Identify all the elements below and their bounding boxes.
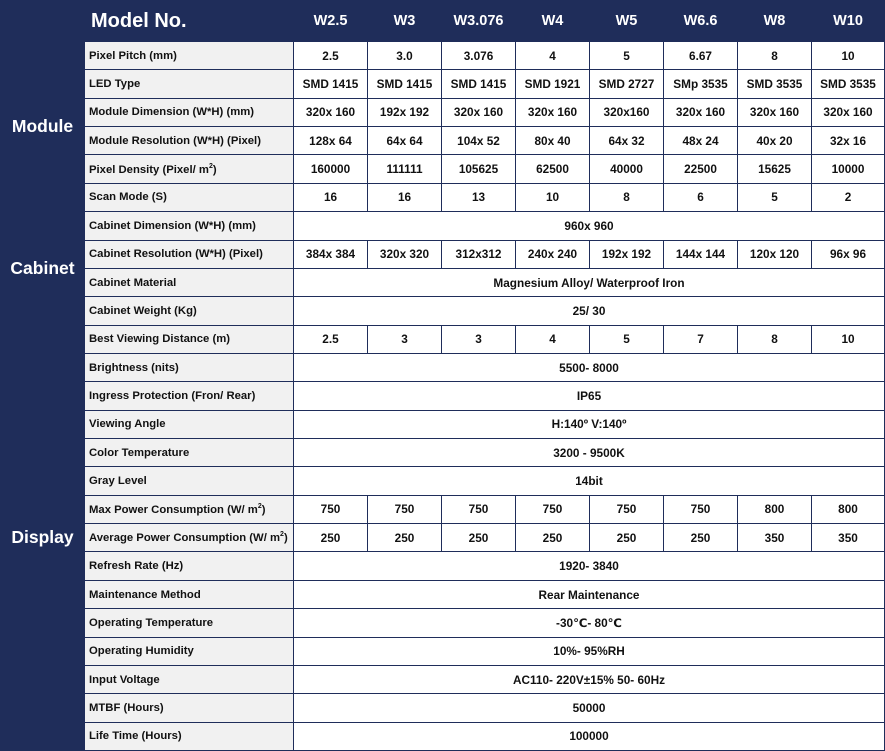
value-cell: 320x 160 (812, 98, 885, 126)
value-cell: 8 (738, 42, 812, 70)
row-label: Life Time (Hours) (85, 722, 294, 750)
value-cell: 5 (738, 183, 812, 211)
row-label: Viewing Angle (85, 410, 294, 438)
value-cell: 105625 (442, 155, 516, 183)
row-label: Maintenance Method (85, 580, 294, 608)
section-label-module: Module (1, 42, 85, 212)
table-row (1, 183, 885, 211)
value-cell: 6 (664, 183, 738, 211)
value-cell: 5 (590, 325, 664, 353)
model-header: W3 (368, 1, 442, 42)
value-cell: 6.67 (664, 42, 738, 70)
value-cell: 80x 40 (516, 127, 590, 155)
row-label: Module Dimension (W*H) (mm) (85, 98, 294, 126)
merged-value-cell: H:140º V:140º (294, 410, 885, 438)
row-label: Pixel Density (Pixel/ $m^2$) (85, 155, 294, 183)
row-label: Ingress Protection (Fron/ Rear) (85, 382, 294, 410)
merged-value-cell: Rear Maintenance (294, 580, 885, 608)
row-label: Color Temperature (85, 439, 294, 467)
table-row (1, 609, 885, 637)
value-cell: 750 (294, 495, 368, 523)
table-row (1, 325, 885, 353)
table-row (1, 722, 885, 750)
value-cell: SMD 2727 (590, 70, 664, 98)
value-cell: 192x 192 (590, 240, 664, 268)
value-cell: 104x 52 (442, 127, 516, 155)
table-row (1, 297, 885, 325)
value-cell: 384x 384 (294, 240, 368, 268)
table-row (1, 580, 885, 608)
value-cell: 160000 (294, 155, 368, 183)
value-cell: 10 (812, 325, 885, 353)
value-cell: 320x 160 (664, 98, 738, 126)
value-cell: 62500 (516, 155, 590, 183)
value-cell: 8 (590, 183, 664, 211)
value-cell: 16 (294, 183, 368, 211)
value-cell: 144x 144 (664, 240, 738, 268)
value-cell: 750 (664, 495, 738, 523)
value-cell: SMD 3535 (738, 70, 812, 98)
row-label: MTBF (Hours) (85, 694, 294, 722)
table-row (1, 98, 885, 126)
value-cell: 750 (516, 495, 590, 523)
row-label: Cabinet Weight (Kg) (85, 297, 294, 325)
row-label: Module Resolution (W*H) (Pixel) (85, 127, 294, 155)
value-cell: 8 (738, 325, 812, 353)
row-label: Gray Level (85, 467, 294, 495)
table-row (1, 665, 885, 693)
row-label: Cabinet Dimension (W*H) (mm) (85, 212, 294, 240)
value-cell: 4 (516, 325, 590, 353)
superscript: 2 (257, 503, 262, 511)
merged-value-cell: 10%- 95%RH (294, 637, 885, 665)
table-row (1, 353, 885, 381)
model-header: W8 (738, 1, 812, 42)
value-cell: 64x 32 (590, 127, 664, 155)
table-row (1, 155, 885, 183)
value-cell: 10000 (812, 155, 885, 183)
table-row (1, 382, 885, 410)
table-row (1, 439, 885, 467)
section-label-display: Display (1, 325, 85, 750)
value-cell: 320x 160 (294, 98, 368, 126)
value-cell: SMD 1415 (442, 70, 516, 98)
row-label: Input Voltage (85, 665, 294, 693)
value-cell: 64x 64 (368, 127, 442, 155)
value-cell: 250 (664, 524, 738, 552)
superscript: 2 (280, 531, 284, 539)
value-cell: 3.0 (368, 42, 442, 70)
value-cell: 96x 96 (812, 240, 885, 268)
value-cell: 3 (368, 325, 442, 353)
table-row (1, 552, 885, 580)
header-row (1, 1, 885, 42)
value-cell: 4 (516, 42, 590, 70)
model-header: W10 (812, 1, 885, 42)
value-cell: 16 (368, 183, 442, 211)
value-cell: 800 (738, 495, 812, 523)
model-header: W5 (590, 1, 664, 42)
model-header: W6.6 (664, 1, 738, 42)
value-cell: 40x 20 (738, 127, 812, 155)
value-cell: 750 (442, 495, 516, 523)
value-cell: 2.5 (294, 42, 368, 70)
value-cell: 750 (590, 495, 664, 523)
value-cell: 111111 (368, 155, 442, 183)
merged-value-cell: 14bit (294, 467, 885, 495)
table-row (1, 127, 885, 155)
row-label: Scan Mode (S) (85, 183, 294, 211)
row-label: Operating Humidity (85, 637, 294, 665)
model-no-label: Model No. (85, 1, 294, 42)
value-cell: SMD 3535 (812, 70, 885, 98)
row-label: Brightness (nits) (85, 353, 294, 381)
table-row (1, 240, 885, 268)
table-row (1, 42, 885, 70)
value-cell: 240x 240 (516, 240, 590, 268)
row-label: Cabinet Resolution (W*H) (Pixel) (85, 240, 294, 268)
value-cell: 2.5 (294, 325, 368, 353)
value-cell: 2 (812, 183, 885, 211)
value-cell: 128x 64 (294, 127, 368, 155)
row-label: Refresh Rate (Hz) (85, 552, 294, 580)
merged-value-cell: 5500- 8000 (294, 353, 885, 381)
table-row (1, 694, 885, 722)
superscript: 2 (208, 162, 213, 170)
merged-value-cell: 100000 (294, 722, 885, 750)
value-cell: 320x160 (590, 98, 664, 126)
merged-value-cell: AC110- 220V±15% 50- 60Hz (294, 665, 885, 693)
value-cell: 40000 (590, 155, 664, 183)
table-row (1, 495, 885, 523)
table-row (1, 70, 885, 98)
row-label: Cabinet Material (85, 268, 294, 296)
table-row (1, 637, 885, 665)
header-corner (1, 1, 85, 42)
value-cell: 750 (368, 495, 442, 523)
value-cell: 48x 24 (664, 127, 738, 155)
table-row (1, 410, 885, 438)
row-label: Average Power Consumption (W/ $m^2$) (85, 524, 294, 552)
merged-value-cell: IP65 (294, 382, 885, 410)
section-label-cabinet: Cabinet (1, 212, 85, 325)
value-cell: SMp 3535 (664, 70, 738, 98)
value-cell: 22500 (664, 155, 738, 183)
value-cell: 7 (664, 325, 738, 353)
model-header: W3.076 (442, 1, 516, 42)
table-row (1, 268, 885, 296)
value-cell: 350 (812, 524, 885, 552)
value-cell: 250 (516, 524, 590, 552)
value-cell: 250 (590, 524, 664, 552)
merged-value-cell: 50000 (294, 694, 885, 722)
value-cell: 15625 (738, 155, 812, 183)
model-header: W2.5 (294, 1, 368, 42)
value-cell: 320x 160 (442, 98, 516, 126)
merged-value-cell: 1920- 3840 (294, 552, 885, 580)
row-label: Best Viewing Distance (m) (85, 325, 294, 353)
value-cell: 250 (442, 524, 516, 552)
merged-value-cell: Magnesium Alloy/ Waterproof Iron (294, 268, 885, 296)
value-cell: 10 (516, 183, 590, 211)
value-cell: 350 (738, 524, 812, 552)
row-label: Operating Temperature (85, 609, 294, 637)
value-cell: 192x 192 (368, 98, 442, 126)
value-cell: 3.076 (442, 42, 516, 70)
value-cell: SMD 1415 (294, 70, 368, 98)
value-cell: 13 (442, 183, 516, 211)
value-cell: 320x 160 (516, 98, 590, 126)
merged-value-cell: 960x 960 (294, 212, 885, 240)
row-label: Max Power Consumption (W/ $m^2$) (85, 495, 294, 523)
table-row (1, 467, 885, 495)
value-cell: 10 (812, 42, 885, 70)
value-cell: SMD 1415 (368, 70, 442, 98)
value-cell: SMD 1921 (516, 70, 590, 98)
value-cell: 320x 160 (738, 98, 812, 126)
value-cell: 3 (442, 325, 516, 353)
value-cell: 250 (368, 524, 442, 552)
value-cell: 312x312 (442, 240, 516, 268)
value-cell: 800 (812, 495, 885, 523)
merged-value-cell: -30℃- 80℃ (294, 609, 885, 637)
model-header: W4 (516, 1, 590, 42)
value-cell: 120x 120 (738, 240, 812, 268)
row-label: Pixel Pitch (mm) (85, 42, 294, 70)
table-row (1, 212, 885, 240)
value-cell: 32x 16 (812, 127, 885, 155)
value-cell: 320x 320 (368, 240, 442, 268)
row-label: LED Type (85, 70, 294, 98)
value-cell: 250 (294, 524, 368, 552)
merged-value-cell: 25/ 30 (294, 297, 885, 325)
spec-body (1, 42, 885, 751)
merged-value-cell: 3200 - 9500K (294, 439, 885, 467)
value-cell: 5 (590, 42, 664, 70)
table-row (1, 524, 885, 552)
